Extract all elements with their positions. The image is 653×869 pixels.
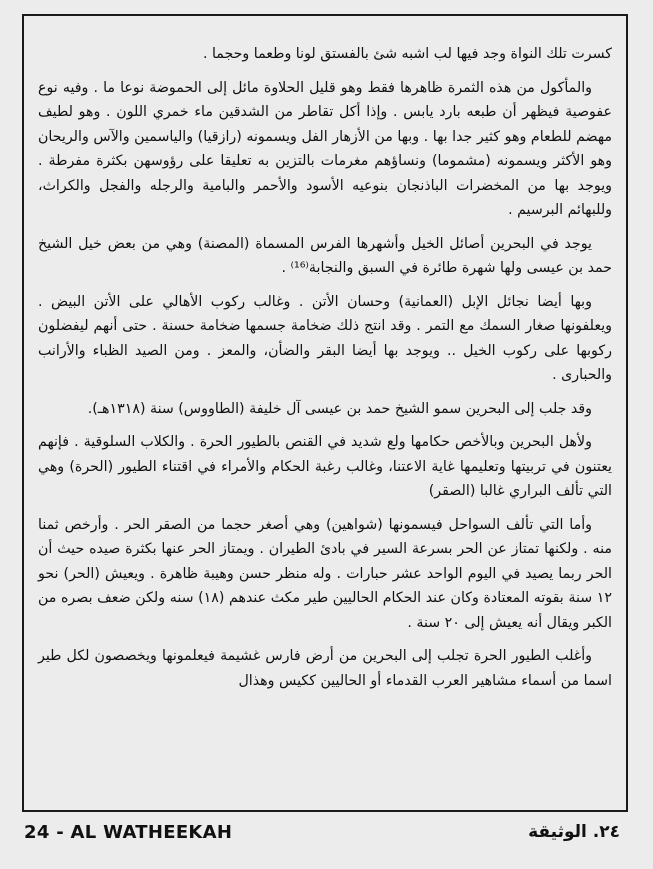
footer-page-label-arabic: ٢٤. الوثيقة — [528, 822, 620, 842]
footer-page-label: 24 - AL WATHEEKAH — [24, 822, 233, 843]
paragraph: وقد جلب إلى البحرين سمو الشيخ حمد بن عيسى آل خليفة (الطاووس) سنة (١٣١٨هـ). — [87, 400, 592, 417]
paragraph: يوجد في البحرين أصائل الخيل وأشهرها الفرس المسماة (المصنة) وهي من بعض خيل الشيخ حمد بن عيسى ولها شهرة طائرة في السبق والنجابة⁽¹⁶⁾ . — [38, 235, 612, 276]
article-body — [38, 42, 612, 702]
paragraph: ولأهل البحرين وبالأخص حكامها ولع شديد في القنص بالطيور الحرة . والكلاب السلوقية . فإنهم يعتنون في تربيتها وتعليمها غاية الاعتنا، وغالب رغبة الحكام والأمراء في اقتناء الطيور (الحرة) وهي التي تألف البراري غالبا (الصقر) — [38, 434, 612, 499]
paragraph: كسرت تلك النواة وجد فيها لب اشبه شئ بالفستق لونا وطعما وحجما . — [202, 46, 612, 62]
paragraph: وأما التي تألف السواحل فيسمونها (شواهين) وهي أصغر حجما من الصقر الحر . وأرخص ثمنا منه . ولكنها تمتاز عن الحر بسرعة السير في بادئ الطيران . ويمتاز الحر عنها بكثرة صيده حيث أن الحر ربما يصيد في اليوم الواحد عشر حبارات . وله منظر حسن وهيبة ظاهرة . ويعيش (الحر) نحو ١٢ سنة بقوته المعتادة وكان عند الحكام الحاليين طير مكث عندهم (١٨) سنه ولكن ضعف بصره من الكبر ويقال أنه يعيش إلى ٢٠ سنة . — [38, 516, 612, 631]
paragraph: وأغلب الطيور الحرة تجلب إلى البحرين من أرض فارس غشيمة فيعلمونها ويخصصون لكل طير اسما من أسماء مشاهير العرب القدماء أو الحاليين ككيس وهذال — [38, 648, 612, 689]
text-frame — [22, 14, 628, 812]
paragraph: والمأكول من هذه الثمرة ظاهرها فقط وهو قليل الحلاوة مائل إلى الحموضة نوعا ما . وفيه نوع عفوصية فيظهر أن طبعه بارد يابس . وإذا أكل تقاطر من الشدقين ماء خمري اللون . وهو لطيف مهضم للطعام وهو كثير جدا بها . وبها من الأزهار الفل ويسمونه (رازقيا) والياسمين والآس والريحان وهو الأكثر ويسمونه (مشموما) ونساؤهم مغرمات بالتزين به تعليقا على رؤوسهن بكثرة مفرطة . ويوجد بها من المخضرات الباذنجان بنوعيه الأسود والأحمر والبامية والرجله والفجل والكراث، وللبهائم البرسيم . — [38, 79, 612, 218]
paragraph: وبها أيضا نجائل الإبل (العمانية) وحسان الأتن . وغالب ركوب الأهالي على الأتن البيض . ويعلفونها صغار السمك مع التمر . وقد انتج ذلك ضخامة جسمها ضخامة حسنة . حتى أنهم ليفضلون ركوبها على ركوب الخيل .. ويوجد بها أيضا البقر والضأن، والمعز . ومن الصيد الظباء والأرانب والحبارى . — [38, 293, 612, 383]
page-footer — [22, 822, 628, 846]
